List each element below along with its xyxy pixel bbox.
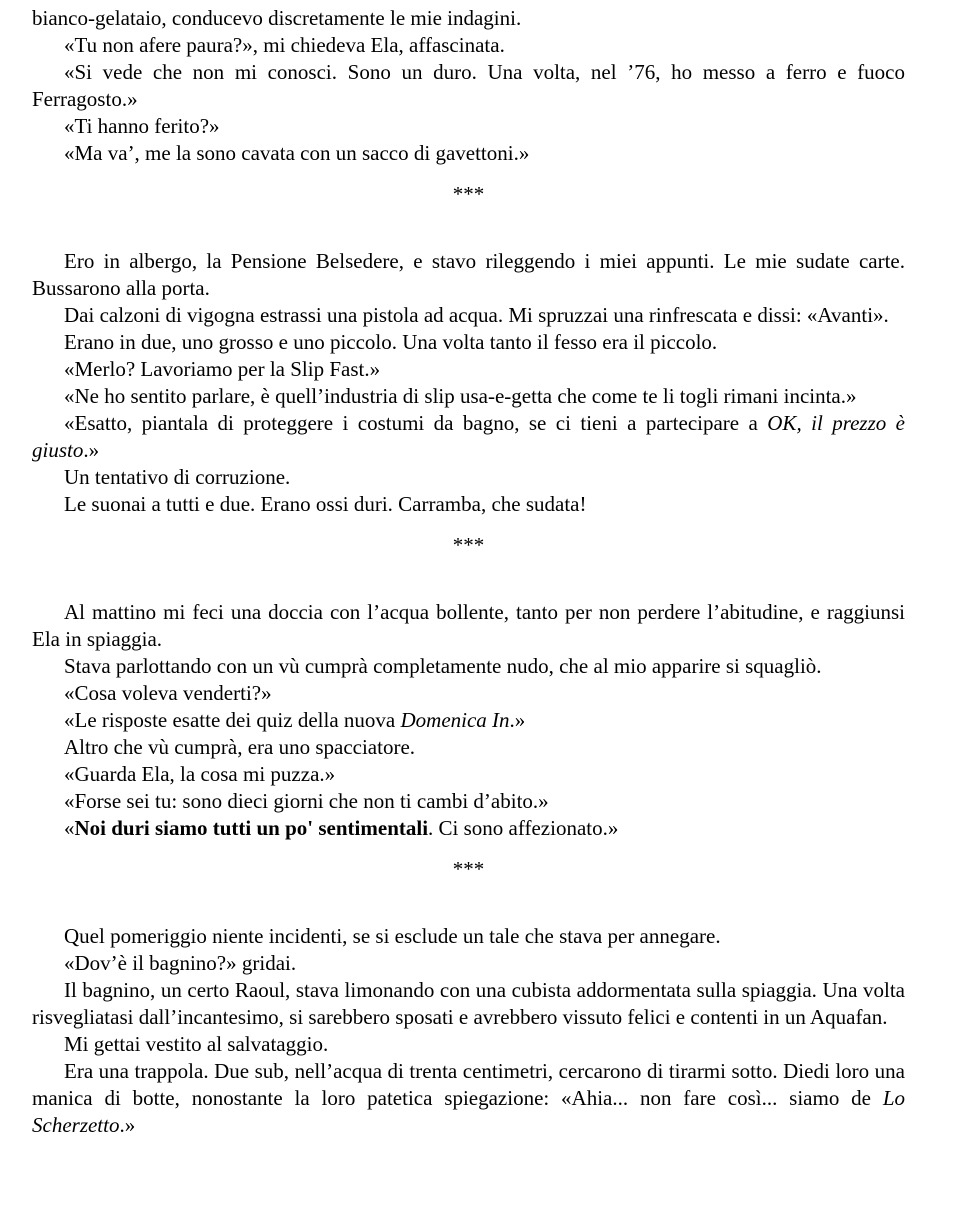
text-run: «Ma va’, me la sono cavata con un sacco di gavettoni.» [64, 141, 530, 165]
paragraph [32, 356, 905, 383]
text-run: Al mattino mi feci una doccia con l’acqua bollente, tanto per non perdere l’abitudine, e raggiunsi Ela in spiaggia. [32, 600, 905, 651]
paragraph [32, 32, 905, 59]
text-run: Dai calzoni di vigogna estrassi una pistola ad acqua. Mi spruzzai una rinfrescata e dissi: «Avanti». [64, 303, 889, 327]
paragraph [32, 977, 905, 1031]
paragraph [32, 383, 905, 410]
text-run: «Forse sei tu: sono dieci giorni che non ti cambi d’abito.» [64, 789, 549, 813]
text-run: «Guarda Ela, la cosa mi puzza.» [64, 762, 336, 786]
text-run: «Tu non afere paura?», mi chiedeva Ela, affascinata. [64, 33, 505, 57]
bold-text: Noi duri siamo tutti un po' sentimentali [74, 816, 429, 840]
italic-title: Lo Scherzetto [32, 1086, 905, 1137]
text-run: Ero in albergo, la Pensione Belsedere, e stavo rileggendo i miei appunti. Le mie sudate carte. Bussarono alla porta. [32, 249, 905, 300]
text-run: «Le risposte esatte dei quiz della nuova [64, 708, 401, 732]
text-run: Stava parlottando con un vù cumprà completamente nudo, che al mio apparire si squagliò. [64, 654, 822, 678]
text-run: «Ti hanno ferito?» [64, 114, 220, 138]
text-run: .» [509, 708, 526, 732]
paragraph [32, 1031, 905, 1058]
paragraph [32, 329, 905, 356]
text-run: Erano in due, uno grosso e uno piccolo. Una volta tanto il fesso era il piccolo. [64, 330, 718, 354]
section-separator: *** [452, 857, 485, 881]
paragraph [32, 707, 905, 734]
section-separator: *** [452, 182, 485, 206]
paragraph [32, 113, 905, 140]
paragraph [32, 464, 905, 491]
text-run: Quel pomeriggio niente incidenti, se si esclude un tale che stava per annegare. [64, 924, 721, 948]
section-separator: *** [452, 533, 485, 557]
text-run: «Dov’è il bagnino?» gridai. [64, 951, 297, 975]
paragraph [32, 950, 905, 977]
text-run: bianco-gelataio, conducevo discretamente le mie indagini. [32, 6, 522, 30]
text-run: Era una trappola. Due sub, nell’acqua di trenta centimetri, cercarono di tirarmi sotto. Diedi loro una manica di botte, nonostante la loro patetica spiegazione: «Ahia... non fare così... siamo de [32, 1059, 905, 1110]
text-run: Mi gettai vestito al salvataggio. [64, 1032, 329, 1056]
text-run: «Esatto, piantala di proteggere i costumi da bagno, se ci tieni a partecipare a [64, 411, 768, 435]
paragraph [32, 788, 905, 815]
text-run: . Ci sono affezionato.» [428, 816, 619, 840]
paragraph [32, 599, 905, 653]
paragraph [32, 5, 905, 32]
text-run: Il bagnino, un certo Raoul, stava limonando con una cubista addormentata sulla spiaggia. Una volta risvegliatasi dall’incantesimo, si sarebbero sposati e avrebbero vissuto felici e contenti in un Aquafan. [32, 978, 905, 1029]
paragraph [32, 491, 905, 518]
italic-title: Domenica In [400, 708, 510, 732]
paragraph [32, 140, 905, 167]
paragraph [32, 815, 905, 842]
paragraph [32, 734, 905, 761]
text-run: «Ne ho sentito parlare, è quell’industria di slip usa-e-getta che come te li togli rimani incinta.» [64, 384, 857, 408]
text-run: «Si vede che non mi conosci. Sono un duro. Una volta, nel ’76, ho messo a ferro e fuoco Ferragosto.» [32, 60, 905, 111]
section-gap [32, 883, 905, 923]
text-run: Altro che vù cumprà, era uno spacciatore. [64, 735, 416, 759]
paragraph [32, 302, 905, 329]
section-gap [32, 167, 905, 181]
section-gap [32, 559, 905, 599]
text-run: «Cosa voleva venderti?» [64, 681, 272, 705]
section-gap [32, 842, 905, 856]
paragraph [32, 248, 905, 302]
text-run: .» [119, 1113, 136, 1137]
paragraph [32, 59, 905, 113]
section-gap [32, 208, 905, 248]
italic-title: OK, il prezzo è giusto [32, 411, 905, 462]
paragraph [32, 1058, 905, 1139]
paragraph [32, 761, 905, 788]
text-run: «Merlo? Lavoriamo per la Slip Fast.» [64, 357, 381, 381]
text-run: Un tentativo di corruzione. [64, 465, 291, 489]
section-gap [32, 518, 905, 532]
text-run: Le suonai a tutti e due. Erano ossi duri. Carramba, che sudata! [64, 492, 587, 516]
paragraph [32, 410, 905, 464]
paragraph [32, 923, 905, 950]
text-run: .» [83, 438, 100, 462]
text-run: « [64, 816, 75, 840]
paragraph [32, 680, 905, 707]
paragraph [32, 653, 905, 680]
